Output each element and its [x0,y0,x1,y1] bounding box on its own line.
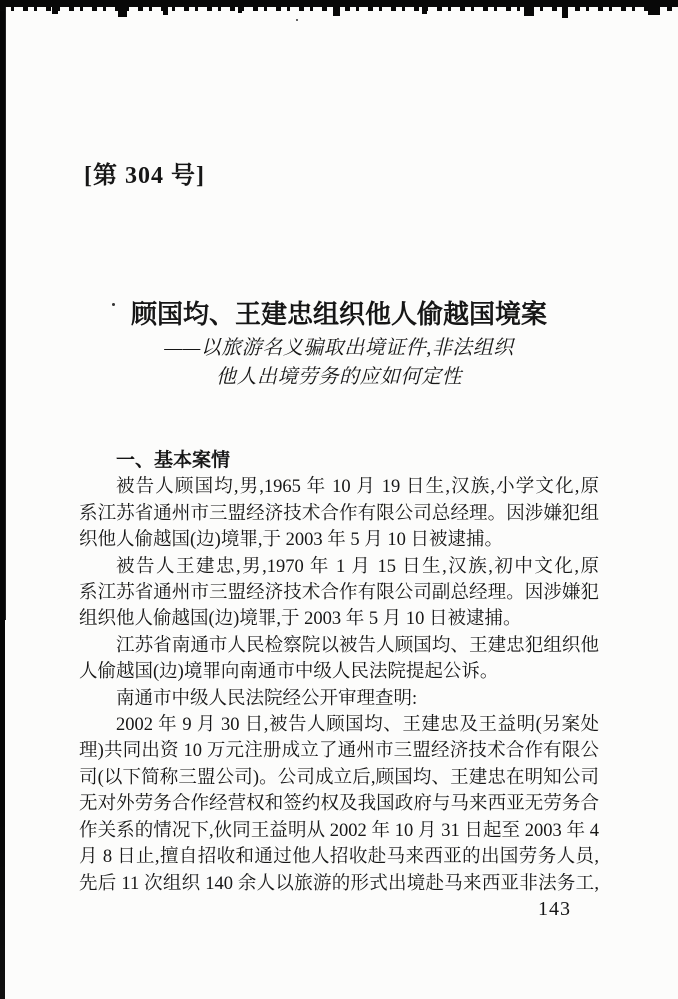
body-line: 系江苏省通州市三盟经济技术合作有限公司副总经理。因涉嫌犯 [79,583,599,604]
body-line: 理)共同出资 10 万元注册成立了通州市三盟经济技术合作有限公 [79,741,599,762]
case-subtitle-line-2: 他人出境劳务的应如何定性 [216,365,462,388]
page-number: 143 [538,898,571,920]
body-line: 2002 年 9 月 30 日,被告人顾国均、王建忠及王益明(另案处 [116,715,599,736]
scan-spike [562,7,568,18]
body-line: 被告人顾国均,男,1965 年 10 月 19 日生,汉族,小学文化,原 [116,477,599,498]
body-line: 司(以下简称三盟公司)。公司成立后,顾国均、王建忠在明知公司 [79,767,599,788]
body-line: 先后 11 次组织 140 余人以旅游的形式出境赴马来西亚非法务工, [79,873,599,894]
ink-speck [296,19,298,21]
body-line: 月 8 日止,擅自招收和通过他人招收赴马来西亚的出国劳务人员, [79,847,599,868]
scan-spike [163,7,168,15]
case-title: 顾国均、王建忠组织他人偷越国境案 [130,299,547,329]
scan-spike [333,7,340,16]
body-line: 无对外劳务合作经营权和签约权及我国政府与马来西亚无劳务合 [79,794,599,815]
case-subtitle [0,334,678,391]
scan-spike [118,7,127,17]
case-number-heading: [第 304 号] [84,163,205,189]
scan-spike [524,7,534,16]
body-line: 作关系的情况下,伙同王益明从 2002 年 10 月 31 日起至 2003 年 4 [79,820,599,841]
scan-spike [52,7,58,14]
scan-spike [422,7,427,14]
body-line: 江苏省南通市人民检察院以被告人顾国均、王建忠犯组织他 [116,635,599,656]
body-line: 南通市中级人民法院经公开审理查明: [116,688,418,709]
body-line: 人偷越国(边)境罪向南通市中级人民法院提起公诉。 [79,662,499,683]
body-text [79,448,599,897]
scan-spike [648,7,660,15]
scan-spike [238,7,242,13]
body-line: 被告人王建忠,男,1970 年 1 月 15 日生,汉族,初中文化,原 [116,556,599,577]
body-line: 织他人偷越国(边)境罪,于 2003 年 5 月 10 日被逮捕。 [79,530,503,551]
section-heading: 一、基本案情 [116,450,231,471]
case-subtitle-line-1: ——以旅游名义骗取出境证件,非法组织 [164,337,514,359]
body-line: 组织他人偷越国(边)境罪,于 2003 年 5 月 10 日被逮捕。 [79,609,522,630]
body-line: 系江苏省通州市三盟经济技术合作有限公司总经理。因涉嫌犯组 [79,503,599,524]
